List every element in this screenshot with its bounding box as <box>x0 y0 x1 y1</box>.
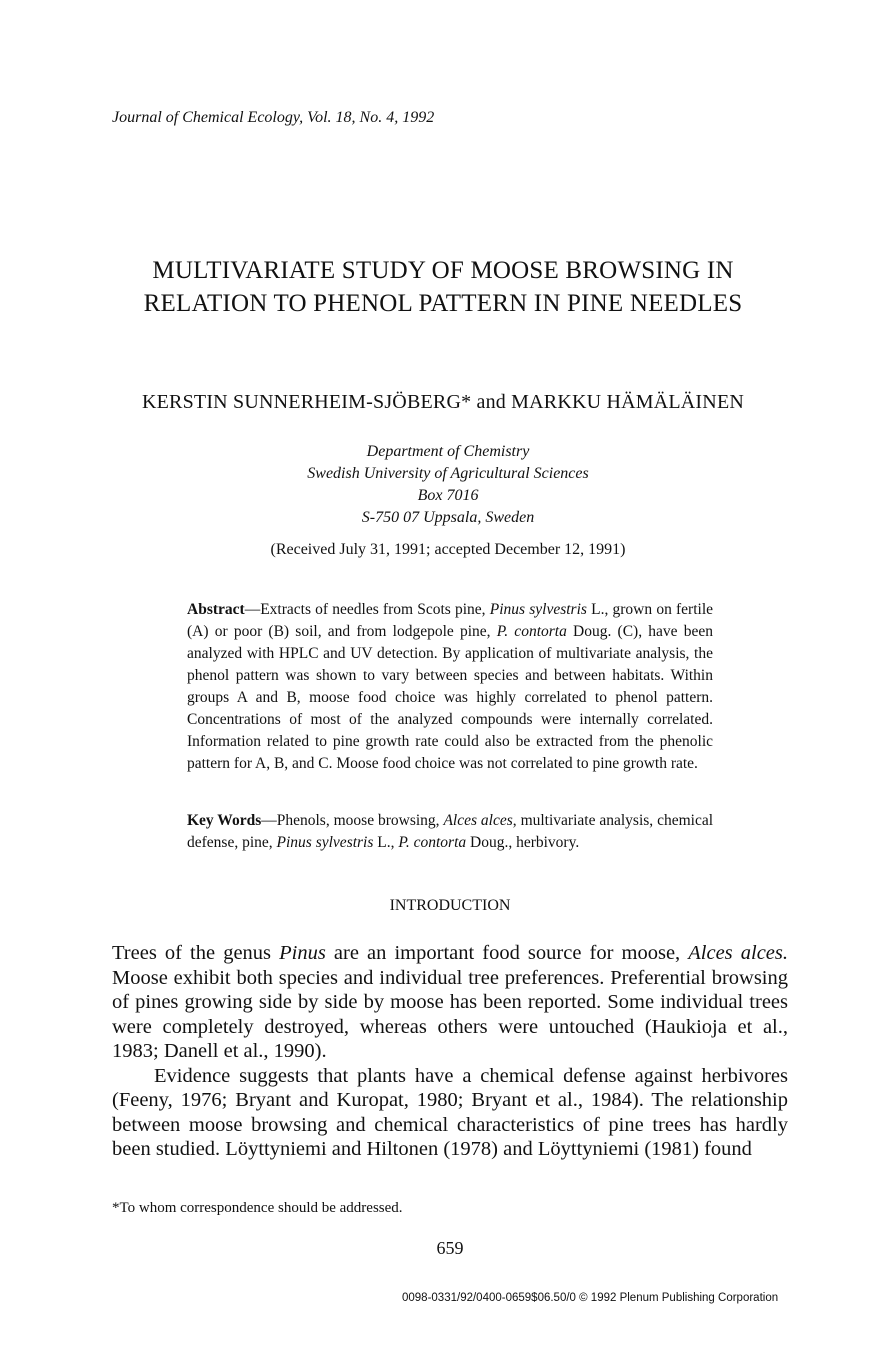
footnote: *To whom correspondence should be addressed. <box>112 1200 403 1216</box>
intro-text: are an important food source for moose, <box>325 942 689 964</box>
abstract-label: Abstract <box>187 601 245 618</box>
introduction-body <box>112 941 788 1162</box>
keywords-species: P. contorta <box>398 834 467 851</box>
keywords-text: —Phenols, moose browsing, <box>261 812 444 829</box>
intro-paragraph-1 <box>112 941 788 1064</box>
abstract-species: P. contorta <box>496 623 567 640</box>
affiliation-university: Swedish University of Agricultural Sciences <box>307 465 589 482</box>
title-line-2: RELATION TO PHENOL PATTERN IN PINE NEEDLES <box>143 290 743 317</box>
abstract-text: —Extracts of needles from Scots pine, <box>244 601 490 618</box>
affiliation <box>0 441 886 529</box>
affiliation-city: S-750 07 Uppsala, Sweden <box>361 509 535 526</box>
section-heading: INTRODUCTION <box>389 897 511 914</box>
affiliation-department: Department of Chemistry <box>366 443 530 460</box>
intro-paragraph-2: Evidence suggests that plants have a chemical defense against herbivores (Feeny, 1976; Bryant and Kuropat, 1980; Bryant et al., 1984). The relationship between moose browsing and chemical characteristics of pine trees has hardly been studied. Löyttyniemi and Hiltonen (1978) and Löyttyniemi (1981) found <box>112 1064 788 1160</box>
abstract-text: L., grown on fertile (A) or poor (B) soil, and from lodgepole pine, <box>187 601 714 640</box>
received-dates: (Received July 31, 1991; accepted December 12, 1991) <box>270 541 626 558</box>
keywords-species: Pinus sylvestris <box>276 834 374 851</box>
affiliation-box: Box 7016 <box>417 487 479 504</box>
title-line-1: MULTIVARIATE STUDY OF MOOSE BROWSING IN <box>152 257 734 284</box>
intro-species: Alces alces. <box>688 942 788 964</box>
journal-citation: Journal of Chemical Ecology, Vol. 18, No. 4, 1992 <box>112 109 435 126</box>
intro-text: Moose exhibit both species and individual tree preferences. Preferential browsing of pines growing side by side by moose has been reported. Some individual trees were completely destroyed, whereas others were untouched (Haukioja et al., 1983; Danell et al., 1990). <box>112 966 788 1062</box>
keywords-text: L., <box>373 834 399 851</box>
abstract <box>187 599 713 775</box>
keywords-text: Doug., herbivory. <box>466 834 580 851</box>
abstract-text: Doug. (C), have been analyzed with HPLC and UV detection. By application of multivariate analysis, the phenol pattern was shown to vary between species and between habitats. Within groups A and B, moose food choice was highly correlated to phenol pattern. Concentrations of most of the analyzed compounds were internally correlated. Information related to pine growth rate could also be extracted from the phenolic pattern for A, B, and C. Moose food choice was not correlated to pine growth rate. <box>187 623 714 772</box>
intro-genus: Pinus <box>279 942 326 964</box>
paper-title <box>0 254 886 320</box>
copyright-line: 0098-0331/92/0400-0659$06.50/0 © 1992 Plenum Publishing Corporation <box>402 1292 779 1304</box>
keywords <box>187 810 713 854</box>
keywords-label: Key Words <box>187 812 262 829</box>
page-number: 659 <box>436 1238 464 1258</box>
keywords-text: , multivariate analysis, chemical defense, pine, <box>187 812 714 851</box>
intro-text: Trees of the genus <box>112 942 280 964</box>
abstract-species: Pinus sylvestris <box>489 601 587 618</box>
authors: KERSTIN SUNNERHEIM-SJÖBERG* and MARKKU HÄMÄLÄINEN <box>141 391 745 413</box>
keywords-species: Alces alces <box>443 812 513 829</box>
